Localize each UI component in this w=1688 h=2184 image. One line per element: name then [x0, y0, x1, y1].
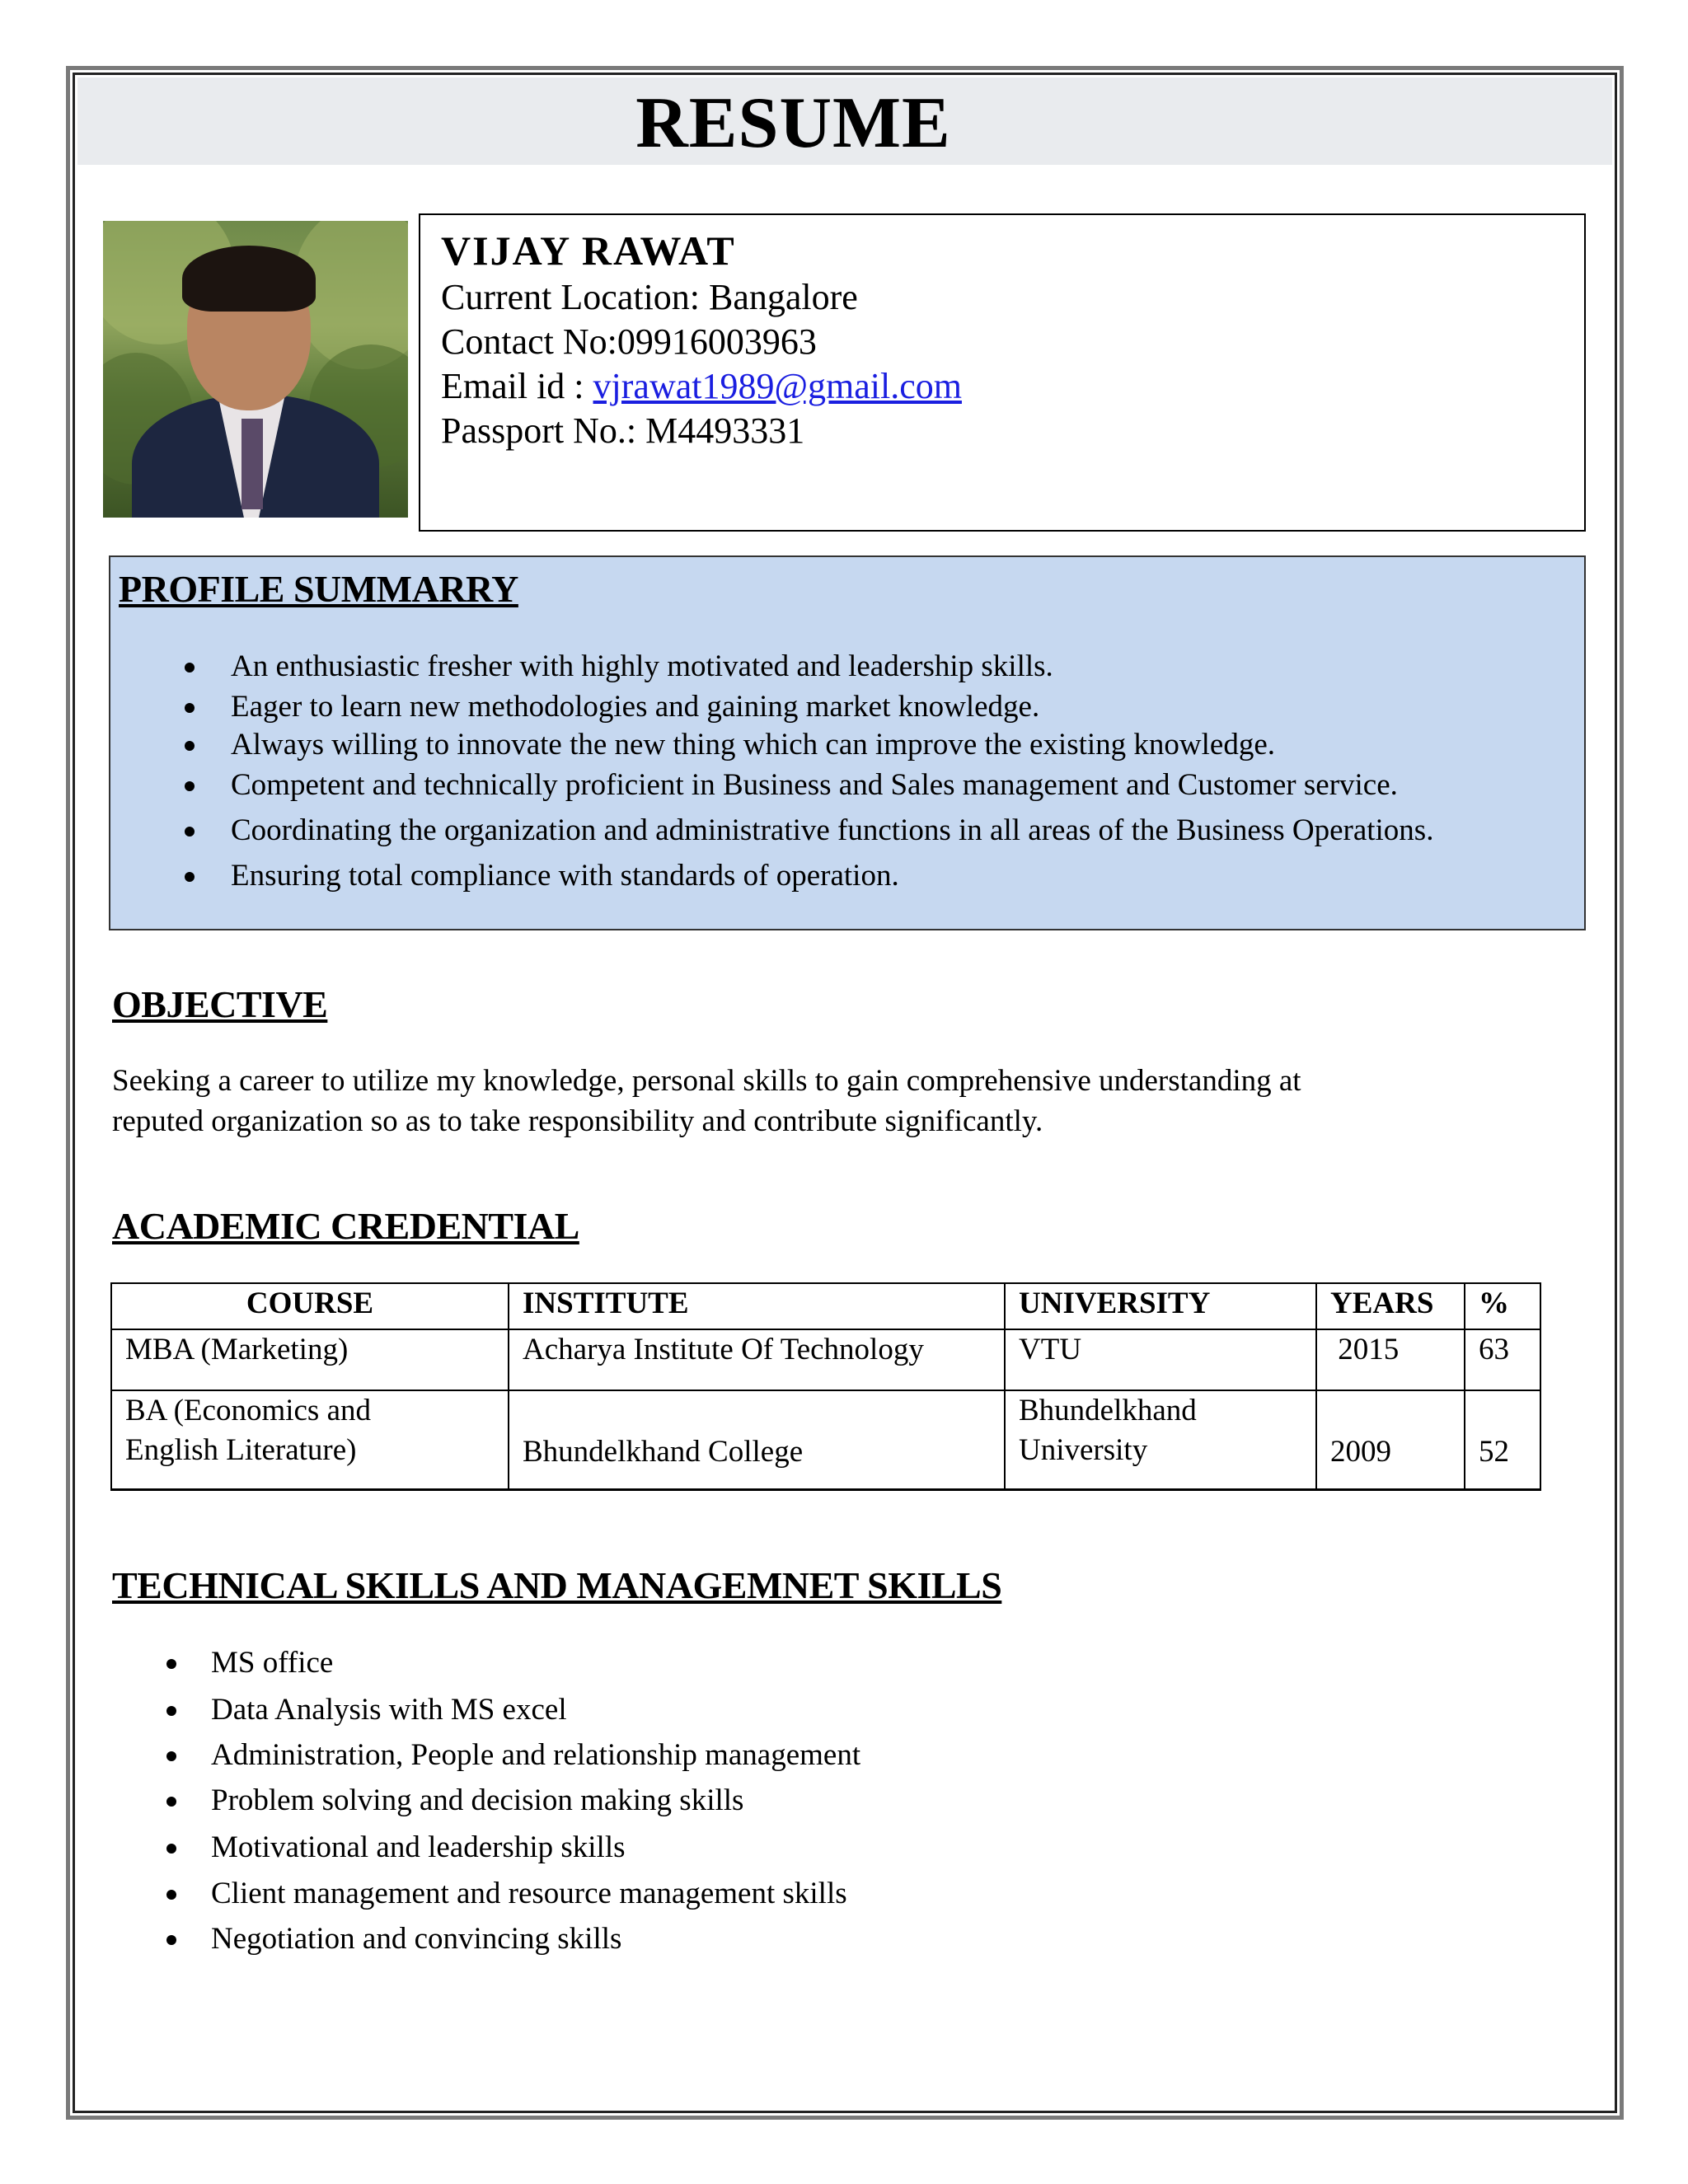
bullet-icon [166, 1890, 176, 1900]
bullet-icon [185, 703, 195, 713]
bullet-icon [166, 1706, 176, 1716]
list-item [231, 767, 1398, 804]
cell-institute: Bhundelkhand College [509, 1390, 1005, 1489]
list-item-text: Data Analysis with MS excel [211, 1693, 567, 1727]
cell-institute: Acharya Institute Of Technology [509, 1329, 1005, 1390]
list-item [211, 1783, 743, 1819]
column-header-university: UNIVERSITY [1005, 1283, 1316, 1329]
cell-year: 2015 [1316, 1329, 1465, 1390]
profile-summary-heading: PROFILE SUMMARRY [119, 568, 518, 610]
list-item [231, 858, 899, 894]
academic-heading: ACADEMIC CREDENTIAL [112, 1205, 579, 1247]
bullet-icon [185, 827, 195, 837]
bullet-icon [166, 1751, 176, 1761]
list-item-text: Ensuring total compliance with standards of operation. [231, 859, 899, 893]
list-item-text: Negotiation and convincing skills [211, 1922, 622, 1956]
list-item-text: Coordinating the organization and administrative functions in all areas of the Business Operations. [231, 813, 1434, 847]
objective-line-2: reputed organization so as to take responsibility and contribute significantly. [112, 1104, 1043, 1138]
email-line [441, 364, 962, 409]
list-item [211, 1830, 626, 1866]
objective-heading: OBJECTIVE [112, 983, 328, 1025]
list-item-text: Client management and resource management skills [211, 1877, 847, 1910]
list-item-text: Problem solving and decision making skills [211, 1783, 744, 1817]
bullet-icon [185, 663, 195, 673]
current-location: Current Location: Bangalore [441, 277, 858, 317]
cell-percent: 63 [1465, 1329, 1540, 1390]
list-item [211, 1876, 847, 1912]
photo-tie [241, 419, 263, 509]
skills-heading: TECHNICAL SKILLS AND MANAGEMNET SKILLS [112, 1564, 1002, 1606]
cell-course: MBA (Marketing) [111, 1329, 509, 1390]
bullet-icon [185, 741, 195, 751]
list-item [231, 649, 1053, 685]
bullet-icon [185, 872, 195, 882]
list-item-text: Always willing to innovate the new thing which can improve the existing knowledge. [231, 728, 1275, 762]
cell-course [111, 1390, 509, 1489]
list-item-text: An enthusiastic fresher with highly motivated and leadership skills. [231, 649, 1053, 683]
passport-number: Passport No.: M4493331 [441, 410, 805, 451]
candidate-name: VIJAY RAWAT [441, 227, 736, 274]
list-item-text: Competent and technically proficient in Business and Sales management and Customer service. [231, 768, 1398, 802]
list-item-text: Administration, People and relationship management [211, 1738, 861, 1772]
column-header-percent: % [1465, 1283, 1540, 1329]
photo-hair [182, 246, 316, 312]
table-header-row [111, 1283, 1540, 1329]
list-item [231, 727, 1275, 763]
cell-percent: 52 [1465, 1390, 1540, 1489]
cell-course-line-2: English Literature) [125, 1433, 357, 1467]
table-row [111, 1329, 1540, 1390]
list-item-text: Eager to learn new methodologies and gaining market knowledge. [231, 690, 1040, 724]
list-item-text: Motivational and leadership skills [211, 1830, 626, 1864]
objective-line-1: Seeking a career to utilize my knowledge, personal skills to gain comprehensive understanding at [112, 1064, 1301, 1098]
bullet-icon [185, 781, 195, 791]
email-label: Email id : [441, 366, 593, 406]
list-item-text: MS office [211, 1646, 334, 1680]
bullet-icon [166, 1935, 176, 1945]
list-item [211, 1737, 860, 1774]
cell-university [1005, 1390, 1316, 1489]
email-link[interactable]: vjrawat1989@gmail.com [593, 366, 962, 406]
bullet-icon [166, 1797, 176, 1807]
profile-photo [103, 221, 408, 518]
cell-course-line-1: BA (Economics and [125, 1394, 372, 1427]
bullet-icon [166, 1844, 176, 1854]
list-item [211, 1921, 621, 1957]
cell-university-line-2: University [1019, 1433, 1148, 1467]
cell-university-line-1: Bhundelkhand [1019, 1394, 1197, 1427]
cell-year: 2009 [1316, 1390, 1465, 1489]
column-header-course: COURSE [111, 1283, 509, 1329]
contact-number: Contact No:09916003963 [441, 321, 817, 362]
list-item [211, 1692, 567, 1728]
list-item [231, 813, 1433, 849]
list-item [211, 1645, 333, 1681]
column-header-years: YEARS [1316, 1283, 1465, 1329]
academic-table [110, 1282, 1541, 1491]
list-item [231, 689, 1039, 725]
page-title: RESUME [635, 83, 951, 163]
column-header-institute: INSTITUTE [509, 1283, 1005, 1329]
cell-university: VTU [1005, 1329, 1316, 1390]
bullet-icon [166, 1659, 176, 1669]
table-row [111, 1390, 1540, 1489]
